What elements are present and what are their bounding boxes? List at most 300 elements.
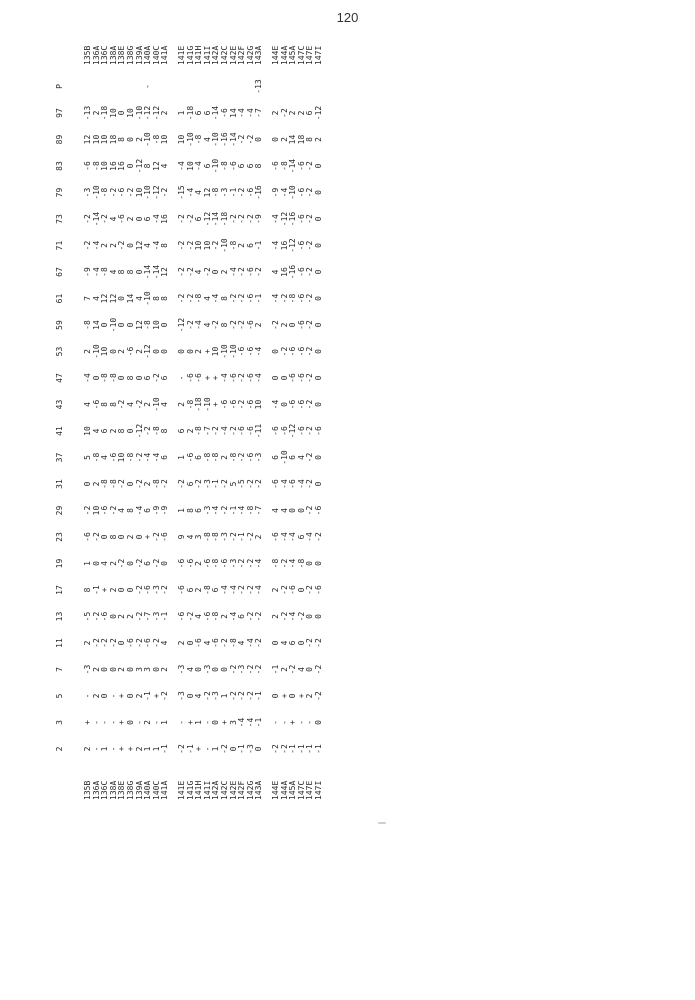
table-cell: 2 [254, 322, 264, 328]
table-cell: -8 [288, 293, 298, 304]
table-cell: -4 [245, 717, 255, 728]
row-label-right: 136C [100, 45, 110, 65]
table-cell: 0 [160, 322, 170, 328]
table-cell: 4 [202, 640, 212, 646]
table-cell: -2 [151, 532, 161, 542]
table-cell: 6 [177, 428, 186, 434]
table-cell: -2 [151, 373, 161, 383]
table-cell: 0 [126, 561, 135, 566]
table-cell: -12 [314, 105, 323, 121]
column-header: 31 [55, 479, 64, 489]
table-cell: -8 [202, 452, 212, 463]
table-cell: 6 [211, 587, 221, 593]
table-cell: -4 [211, 293, 221, 304]
table-cell: + [185, 720, 195, 725]
table-cell: -2 [160, 691, 170, 701]
table-cell: 8 [126, 375, 135, 381]
table-cell: - [271, 720, 280, 725]
table-cell: -10 [108, 317, 118, 333]
table-cell: -8 [100, 267, 110, 277]
table-cell: -1 [237, 744, 247, 754]
table-cell: 0 [314, 455, 323, 460]
table-cell: -8 [228, 240, 238, 251]
table-cell: + [117, 693, 127, 699]
table-cell: 2 [177, 402, 186, 407]
table-cell: -2 [100, 214, 110, 224]
table-cell: -12 [134, 423, 144, 439]
table-cell: -12 [143, 105, 153, 121]
row-label: 141A [160, 780, 170, 800]
table-cell: 2 [134, 746, 144, 752]
table-cell: + [220, 720, 229, 725]
table-cell: -14 [228, 132, 238, 147]
table-cell: 0 [126, 587, 135, 593]
table-cell: 3 [143, 667, 153, 672]
table-cell: 0 [126, 243, 135, 248]
row-label-right: 142F [237, 45, 247, 65]
table-cell: 0 [108, 614, 118, 619]
column-header: 13 [55, 611, 64, 622]
table-cell: 6 [305, 110, 315, 116]
table-cell: -6 [271, 161, 280, 171]
column-header: 23 [55, 532, 64, 542]
table-cell: 16 [108, 161, 118, 171]
column-header: 43 [55, 399, 64, 410]
row-label: 142F [237, 780, 247, 800]
row-label-right: 141G [185, 45, 195, 65]
row-label: 144A [279, 780, 289, 800]
table-cell: -4 [228, 611, 238, 622]
table-cell: -2 [245, 691, 255, 701]
table-cell: - [91, 720, 101, 725]
table-cell: -2 [245, 585, 255, 595]
table-cell: 6 [288, 455, 298, 460]
table-cell: -4 [143, 452, 153, 463]
table-cell: 2 [117, 349, 127, 354]
table-cell: -2 [100, 638, 110, 648]
table-cell: -8 [228, 638, 238, 648]
table-cell: -6 [126, 346, 135, 357]
table-cell: 8 [117, 428, 127, 434]
table-cell: 0 [279, 402, 289, 407]
table-cell: -3 [151, 611, 161, 622]
row-label: 138A [108, 780, 118, 800]
table-cell: -2 [305, 187, 315, 198]
column-header: 2 [55, 746, 64, 752]
table-cell: -6 [245, 267, 255, 277]
table-cell: 0 [117, 322, 127, 328]
table-cell: -4 [83, 373, 92, 383]
table-cell: 0 [305, 614, 315, 619]
table-cell: 5 [83, 455, 92, 460]
table-cell: 0 [126, 481, 135, 487]
table-cell: 0 [134, 216, 144, 222]
table-cell: -2 [177, 479, 186, 489]
table-cell: -6 [126, 638, 135, 648]
table-cell: 0 [134, 375, 144, 381]
table-cell: 4 [194, 190, 204, 195]
scan-mark [378, 822, 386, 824]
table-cell: -1 [211, 479, 221, 489]
table-cell: 0 [134, 534, 144, 540]
table-cell: - [108, 693, 118, 699]
table-cell: -2 [254, 267, 264, 277]
table-cell: -2 [305, 267, 315, 277]
table-cell: 2 [91, 481, 101, 487]
table-cell: -6 [91, 399, 101, 410]
table-cell: 14 [228, 108, 238, 118]
table-cell: 10 [151, 320, 161, 330]
table-cell: -2 [228, 664, 238, 675]
table-cell: 2 [134, 137, 144, 142]
table-cell: -6 [296, 346, 306, 357]
table-cell: -4 [296, 479, 306, 489]
column-header: 71 [55, 240, 64, 251]
table-cell: - [202, 720, 212, 725]
table-cell: -1 [185, 744, 195, 754]
table-cell: -6 [296, 161, 306, 171]
table-cell: -8 [100, 479, 110, 489]
table-cell: -4 [305, 532, 315, 542]
table-cell: 3 [134, 667, 144, 672]
table-cell: -2 [134, 479, 144, 489]
table-cell: -2 [305, 240, 315, 251]
table-cell: -6 [245, 187, 255, 198]
table-cell: -2 [254, 611, 264, 622]
row-label: 141G [185, 780, 195, 800]
table-cell: 4 [296, 667, 306, 672]
table-cell: 4 [185, 667, 195, 672]
table-cell: -4 [271, 240, 280, 251]
table-cell: -5 [237, 479, 247, 489]
table-cell: 1 [177, 508, 186, 513]
table-cell: -2 [185, 293, 195, 304]
table-cell: -6 [220, 108, 229, 118]
row-label: 138E [117, 780, 127, 800]
table-cell: -6 [202, 611, 212, 622]
column-header: 97 [55, 108, 64, 118]
table-cell: -6 [117, 187, 127, 198]
table-cell: 8 [151, 296, 161, 301]
table-cell: -6 [194, 373, 204, 383]
table-cell: -4 [220, 585, 229, 595]
table-cell: -2 [108, 505, 118, 516]
table-cell: 0 [288, 508, 298, 513]
table-cell: -2 [237, 134, 247, 145]
table-cell: 0 [108, 667, 118, 672]
table-cell: -2 [288, 664, 298, 675]
column-header: 73 [55, 214, 64, 224]
table-cell: 0 [271, 375, 280, 381]
table-cell: -8 [151, 479, 161, 489]
table-cell: 16 [279, 240, 289, 251]
table-cell: + [126, 746, 135, 752]
table-cell: 6 [143, 375, 153, 381]
table-cell: -2 [202, 267, 212, 277]
table-cell: 2 [83, 746, 92, 752]
table-cell: -10 [228, 344, 238, 359]
table-cell: 1 [194, 720, 204, 725]
table-cell: 4 [202, 137, 212, 142]
table-cell: -2 [237, 187, 247, 198]
table-cell: 0 [126, 667, 135, 672]
table-cell: -8 [211, 558, 221, 569]
table-cell: -2 [134, 611, 144, 622]
table-cell: -6 [271, 479, 280, 489]
table-cell: -4 [220, 373, 229, 383]
table-cell: -4 [288, 532, 298, 542]
row-label-right: 145A [288, 45, 298, 65]
table-cell: 14 [288, 134, 298, 145]
table-cell: 1 [83, 561, 92, 566]
row-label-right: 138E [117, 45, 127, 65]
table-cell: -4 [194, 320, 204, 330]
table-cell: 0 [160, 349, 170, 354]
table-cell: -3 [177, 664, 186, 675]
table-cell: 0 [126, 720, 135, 725]
table-cell: -3 [228, 558, 238, 569]
column-header: 37 [55, 452, 64, 463]
table-cell: -2 [134, 558, 144, 569]
row-label-right: 142A [211, 45, 221, 65]
table-cell: 10 [211, 346, 221, 357]
table-cell: -4 [271, 399, 280, 410]
table-cell: 2 [296, 110, 306, 116]
table-cell: 6 [143, 561, 153, 566]
column-header: 47 [55, 373, 64, 383]
table-cell: 8 [100, 402, 110, 407]
table-cell: -6 [314, 426, 323, 436]
table-cell: 4 [91, 428, 101, 434]
table-cell: + [202, 375, 212, 381]
table-cell: -2 [185, 214, 195, 224]
table-cell: -4 [220, 426, 229, 436]
table-cell: -6 [185, 452, 195, 463]
table-cell: -1 [237, 532, 247, 542]
table-cell: 2 [91, 693, 101, 699]
row-label: 136A [91, 780, 101, 800]
table-cell: + [211, 375, 221, 381]
table-cell: -8 [245, 505, 255, 516]
table-cell: -10 [211, 132, 221, 147]
table-cell: 1 [220, 693, 229, 699]
table-cell: -10 [220, 344, 229, 359]
table-cell: -8 [100, 187, 110, 198]
table-cell: 10 [194, 240, 204, 251]
table-cell: 10 [126, 108, 135, 118]
table-cell: -6 [288, 373, 298, 383]
row-label-right: 139A [134, 45, 144, 65]
table-cell: -4 [228, 585, 238, 595]
row-label: 147I [314, 780, 323, 800]
table-cell: -12 [288, 423, 298, 439]
table-cell: -2 [177, 267, 186, 277]
table-cell: -6 [228, 373, 238, 383]
table-cell: 0 [305, 667, 315, 672]
table-cell: 0 [314, 190, 323, 195]
table-cell: 4 [185, 534, 195, 540]
row-label-right: 140C [151, 45, 161, 65]
table-cell: 0 [126, 693, 135, 699]
rotated-data-table [54, 45, 674, 800]
table-cell: 0 [100, 693, 110, 699]
table-cell: 10 [134, 187, 144, 198]
table-cell: -4 [194, 161, 204, 171]
table-cell: -2 [305, 426, 315, 436]
table-cell: -1 [288, 744, 298, 754]
table-cell: -10 [143, 132, 153, 147]
table-cell: -7 [254, 505, 264, 516]
row-label-right: 147E [305, 45, 315, 65]
table-cell: 12 [160, 267, 170, 277]
table-cell: -6 [143, 585, 153, 595]
table-cell: -18 [220, 211, 229, 227]
table-cell: 2 [254, 534, 264, 540]
table-cell: -2 [237, 293, 247, 304]
table-cell: -2 [296, 611, 306, 622]
table-cell: -6 [245, 293, 255, 304]
table-cell: -6 [245, 346, 255, 357]
table-cell: -4 [279, 479, 289, 489]
table-cell: -10 [143, 291, 153, 306]
table-cell: 2 [91, 110, 101, 116]
table-cell: 12 [100, 293, 110, 304]
table-cell: -8 [151, 426, 161, 436]
table-cell: -6 [228, 399, 238, 410]
table-cell: 2 [279, 667, 289, 672]
table-cell: 0 [211, 667, 221, 672]
table-cell: -2 [305, 373, 315, 383]
row-label-right: 138G [126, 45, 135, 65]
table-cell: -4 [288, 611, 298, 622]
table-cell: -4 [237, 717, 247, 728]
row-label-right: 140A [143, 45, 153, 65]
table-cell: 2 [220, 455, 229, 460]
table-cell: 2 [160, 110, 170, 116]
table-cell: -3 [245, 744, 255, 754]
table-cell: 2 [194, 349, 204, 354]
row-label-right: 138A [108, 45, 118, 65]
table-cell: 1 [100, 746, 110, 752]
table-cell: 0 [288, 693, 298, 699]
table-cell: -2 [305, 399, 315, 410]
table-cell: + [143, 534, 153, 540]
table-cell: -2 [220, 479, 229, 489]
table-cell: -1 [254, 717, 264, 728]
table-cell: 4 [194, 614, 204, 619]
table-cell: 8 [117, 269, 127, 275]
table-cell: -2 [108, 638, 118, 648]
table-cell: -2 [134, 585, 144, 595]
table-cell: -2 [83, 214, 92, 224]
table-cell: -14 [288, 158, 298, 174]
table-cell: 2 [134, 349, 144, 354]
table-cell: -2 [314, 691, 323, 701]
table-cell: 2 [108, 561, 118, 566]
table-cell: 4 [134, 296, 144, 301]
column-header: 83 [55, 161, 64, 171]
table-cell: 2 [237, 243, 247, 248]
table-cell: -12 [288, 238, 298, 253]
table-cell: 4 [91, 296, 101, 301]
table-cell: -1 [143, 691, 153, 701]
table-cell: 1 [151, 746, 161, 752]
row-label: 147C [296, 780, 306, 800]
table-cell: -13 [83, 105, 92, 121]
table-cell: -4 [237, 108, 247, 118]
table-cell: -4 [271, 293, 280, 304]
table-cell: -14 [143, 264, 153, 280]
table-cell: -4 [228, 267, 238, 277]
table-cell: 6 [296, 534, 306, 540]
table-cell: -8 [211, 532, 221, 542]
table-cell: 0 [314, 296, 323, 301]
table-cell: -2 [237, 399, 247, 410]
table-cell: 2 [108, 587, 118, 593]
row-label-right: 141I [202, 45, 212, 65]
table-cell: -2 [305, 293, 315, 304]
table-cell: -6 [288, 585, 298, 595]
table-cell: -2 [134, 399, 144, 410]
table-cell: 16 [279, 267, 289, 277]
table-cell: 0 [117, 375, 127, 381]
table-cell: -13 [254, 79, 264, 94]
table-cell: -2 [228, 532, 238, 542]
table-cell: 6 [237, 614, 247, 619]
table-cell: 0 [314, 269, 323, 275]
table-cell: -4 [288, 558, 298, 569]
table-cell: 0 [254, 137, 264, 142]
table-cell: -2 [194, 479, 204, 489]
table-cell: 0 [117, 296, 127, 301]
table-cell: -14 [211, 211, 221, 227]
table-cell: 0 [134, 269, 144, 275]
table-cell: 8 [220, 296, 229, 301]
table-cell: -16 [220, 132, 229, 147]
row-label-right: 142G [245, 45, 255, 65]
table-cell: -10 [91, 344, 101, 359]
table-cell: 4 [160, 402, 170, 407]
table-cell: -2 [185, 240, 195, 251]
table-cell: 4 [143, 243, 153, 248]
table-cell: 8 [305, 137, 315, 142]
table-cell: -2 [314, 532, 323, 542]
table-cell: - [177, 720, 186, 725]
table-cell: -7 [202, 426, 212, 436]
table-cell: 2 [177, 640, 186, 646]
table-cell: -2 [237, 373, 247, 383]
table-cell: -6 [177, 585, 186, 595]
table-cell: 8 [160, 296, 170, 301]
table-cell: -8 [91, 161, 101, 171]
table-cell: 4 [237, 640, 247, 646]
table-cell: -14 [211, 105, 221, 121]
table-cell: -6 [296, 373, 306, 383]
row-label-right: 135B [83, 45, 92, 65]
table-cell: 2 [83, 640, 92, 646]
table-cell: -4 [177, 161, 186, 171]
row-label-right: 147I [314, 45, 323, 65]
column-header: 61 [55, 293, 64, 304]
table-cell: 10 [91, 134, 101, 145]
table-cell: + [117, 746, 127, 752]
table-cell: 6 [143, 216, 153, 222]
table-cell: -2 [160, 585, 170, 595]
table-cell: 0 [211, 720, 221, 725]
table-cell: 3 [194, 534, 204, 540]
table-cell: -6 [194, 638, 204, 648]
table-cell: -2 [228, 426, 238, 436]
